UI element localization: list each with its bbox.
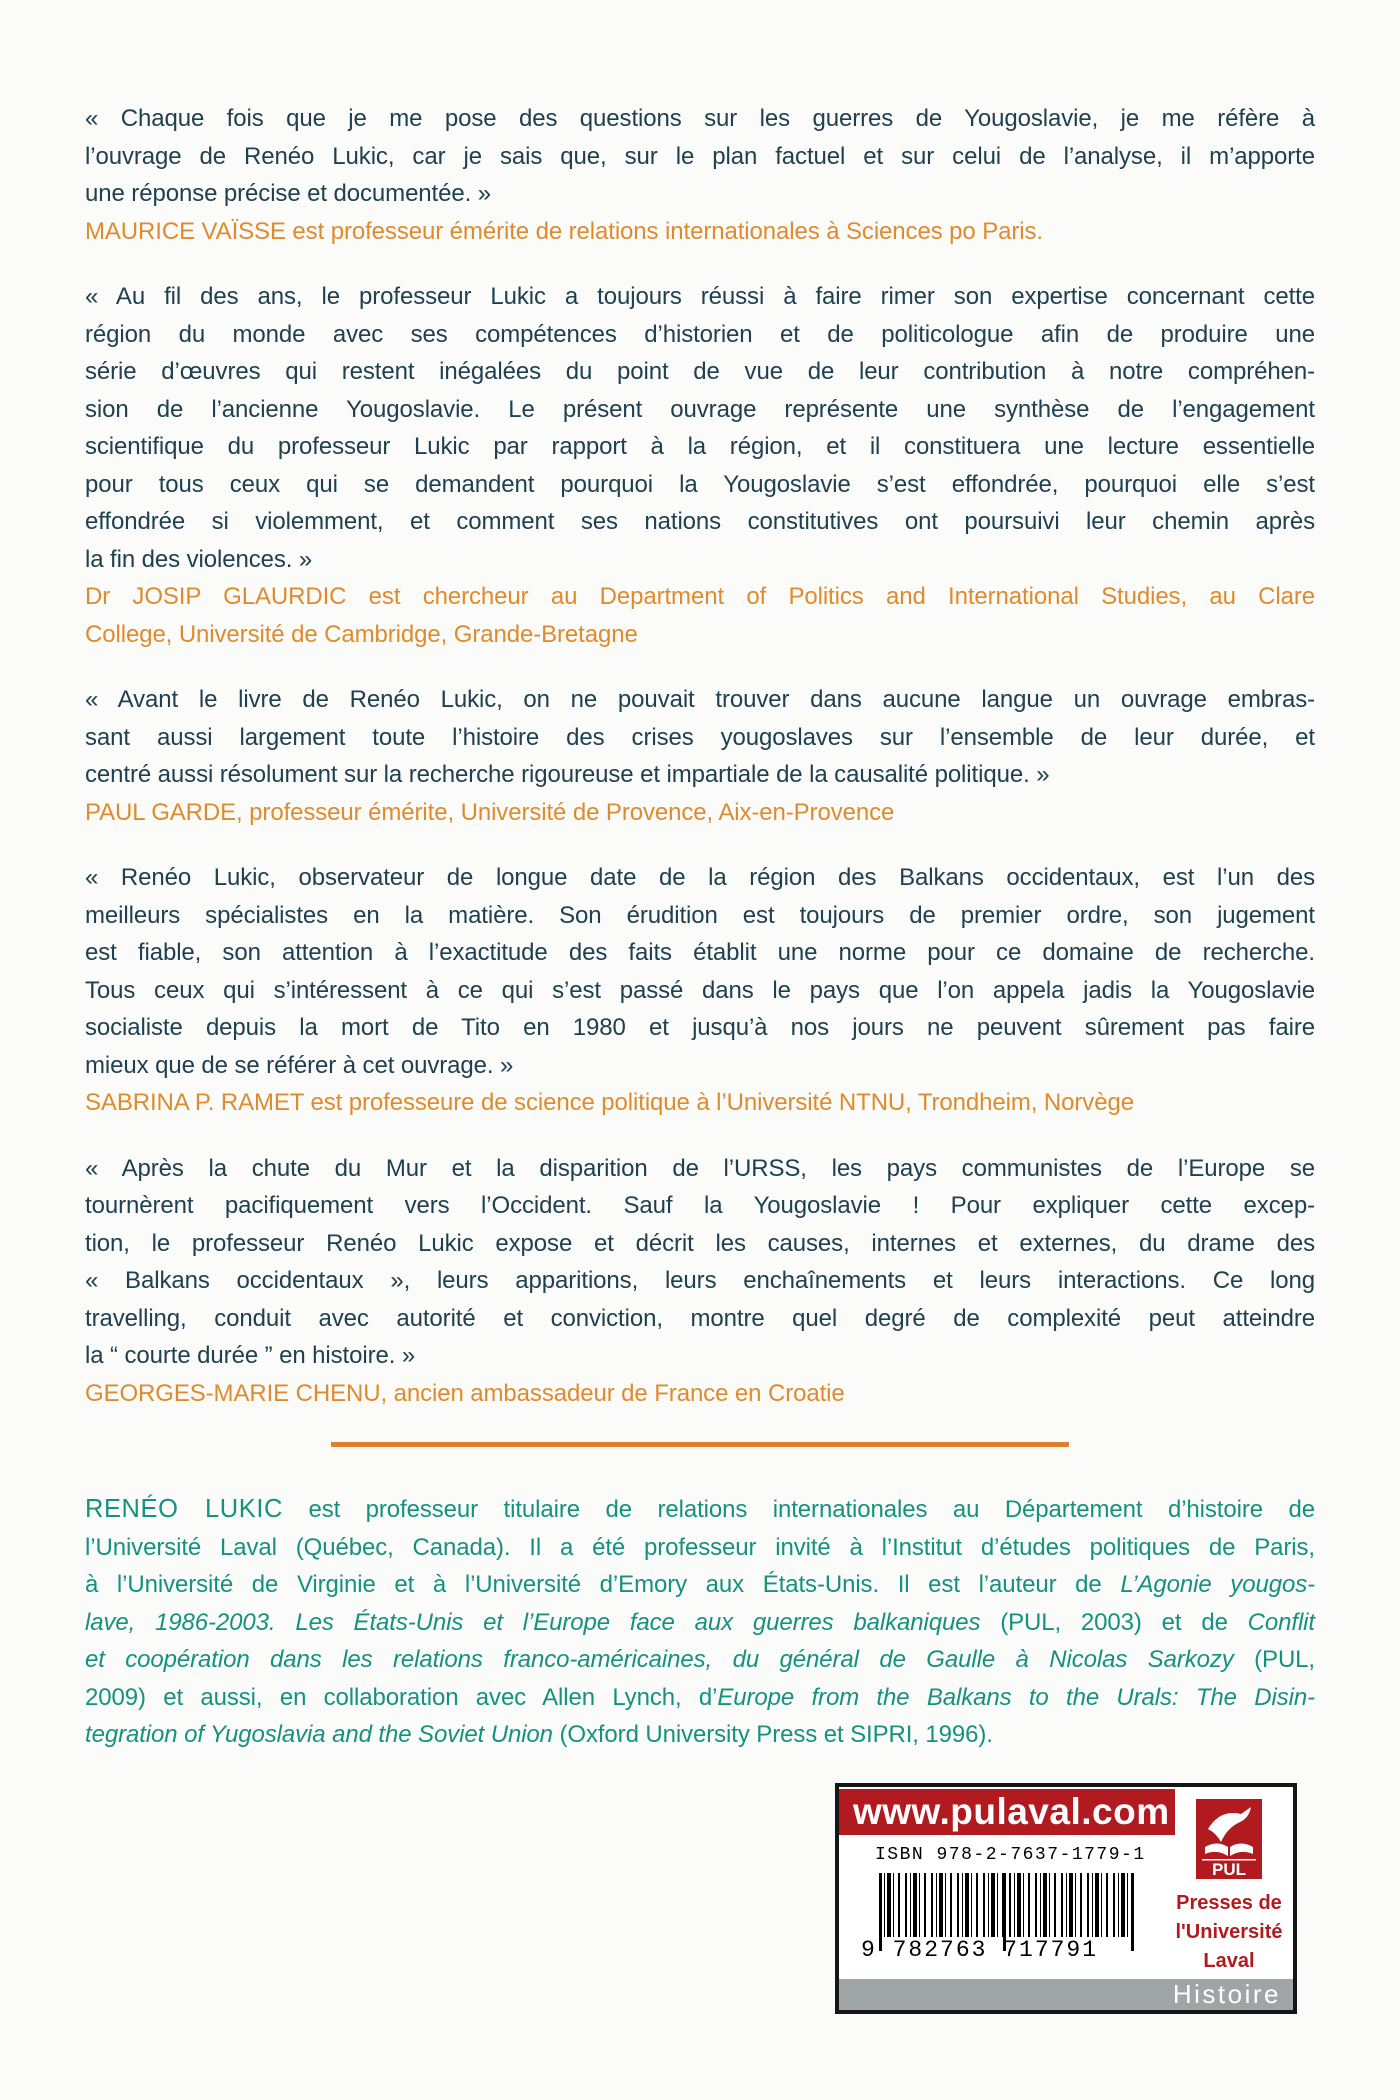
publisher-name-line: l'Université [1175, 1921, 1283, 1943]
book-title: Conflit [1247, 1608, 1315, 1636]
quote-block [85, 681, 1315, 831]
quote-line: Tous ceux qui s’intéressent à ce qui s’est passé dans le pays que l’on appela jadis la Yougoslavie [85, 976, 1315, 1004]
category-label: Histoire [1172, 1979, 1281, 2009]
isbn-label: ISBN 978-2-7637-1779-1 [875, 1845, 1146, 1865]
quote-block [85, 859, 1315, 1122]
pul-logo-icon [1196, 1799, 1262, 1879]
author-name: RENÉO LUKIC [85, 1495, 283, 1523]
quote-line: « Renéo Lukic, observateur de longue date de la région des Balkans occidentaux, est l’un des [85, 864, 1315, 891]
svg-text:PUL: PUL [1212, 1860, 1246, 1879]
quote-line: la “ courte durée ” en histoire. » [85, 1342, 416, 1369]
attribution-line: GEORGES-MARIE CHENU, ancien ambassadeur de France en Croatie [85, 1379, 845, 1407]
publisher-website-banner [839, 1789, 1175, 1835]
bio-text: 2009) et aussi, en collaboration avec Allen Lynch, d’ [85, 1683, 718, 1711]
attribution-line: SABRINA P. RAMET est professeure de science politique à l’Université NTNU, Trondheim, Norvège [85, 1089, 1134, 1116]
quote-block [85, 278, 1315, 653]
quote-line: tion, le professeur Renéo Lukic expose et décrit les causes, internes et externes, du drame des [85, 1229, 1315, 1257]
quote-line: centré aussi résolument sur la recherche rigoureuse et impartiale de la causalité politique. » [85, 761, 1050, 788]
bio-text: est professeur titulaire de relations internationales au Département d’histoire de [282, 1496, 1315, 1523]
barcode [879, 1873, 1135, 1937]
bio-text: l’Université Laval (Québec, Canada). Il a été professeur invité à l’Institut d’études politiques de Paris, [85, 1533, 1315, 1561]
quote-line: la fin des violences. » [85, 545, 313, 573]
quote-line: une réponse précise et documentée. » [85, 180, 492, 207]
attribution-line: Dr JOSIP GLAURDIC est chercheur au Department of Politics and International Studies, au Clare [85, 583, 1315, 610]
bio-line [85, 1529, 1315, 1567]
quote-block [85, 1150, 1315, 1413]
bio-text: (PUL, [1233, 1646, 1315, 1673]
book-title: tegration of Yugoslavia and the Soviet Union [85, 1721, 553, 1748]
barcode-digits: 9 782763 717791 [861, 1937, 1099, 1963]
book-title: lave, 1986-2003. Les États-Unis et l’Europe face aux guerres balkaniques [85, 1608, 981, 1636]
quote-line: région du monde avec ses compétences d’historien et de politicologue afin de produire une [85, 320, 1315, 348]
quote-line: meilleurs spécialistes en la matière. Son érudition est toujours de premier ordre, son jugement [85, 901, 1315, 929]
publisher-name-line: Presses de [1176, 1892, 1282, 1914]
bio-line [85, 1491, 1315, 1529]
quote-line: effondrée si violemment, et comment ses nations constitutives ont poursuivi leur chemin après [85, 508, 1315, 535]
quote-line: travelling, conduit avec autorité et conviction, montre quel degré de complexité peut atteindre [85, 1304, 1315, 1332]
quote-block [85, 100, 1315, 250]
quote-line: scientifique du professeur Lukic par rapport à la région, et il constituera une lecture essentielle [85, 433, 1315, 460]
bio-line [85, 1566, 1315, 1604]
publisher-box [835, 1783, 1297, 2014]
quote-line: l’ouvrage de Renéo Lukic, car je sais que, sur le plan factuel et sur celui de l’analyse, il m’apporte [85, 142, 1315, 170]
main-text-column [85, 100, 1315, 1754]
book-title: Europe from the Balkans to the Urals: The Disin- [717, 1683, 1315, 1711]
quote-line: tournèrent pacifiquement vers l’Occident. Sauf la Yougoslavie ! Pour expliquer cette excep- [85, 1192, 1315, 1219]
quote-line: « Avant le livre de Renéo Lukic, on ne pouvait trouver dans aucune langue un ouvrage embras- [85, 686, 1315, 713]
bio-line [85, 1716, 1315, 1754]
quote-line: « Chaque fois que je me pose des questions sur les guerres de Yougoslavie, je me réfère à [85, 105, 1315, 132]
publisher-name-line: Laval [1203, 1950, 1255, 1972]
quote-line: pour tous ceux qui se demandent pourquoi la Yougoslavie s’est effondrée, pourquoi elle s’est [85, 470, 1315, 498]
quote-line: mieux que de se référer à cet ouvrage. » [85, 1051, 514, 1079]
bio-text: à l’Université de Virginie et à l’Université d’Emory aux États-Unis. Il est l’auteur de [85, 1571, 1121, 1598]
quote-line: « Après la chute du Mur et la disparition de l’URSS, les pays communistes de l’Europe se [85, 1154, 1315, 1182]
publisher-name [1157, 1889, 1301, 1976]
book-title: L’Agonie yougos- [1120, 1571, 1315, 1598]
quote-attribution [85, 213, 1315, 251]
attribution-line: MAURICE VAÏSSE est professeur émérite de relations internationales à Sciences po Paris. [85, 217, 1043, 245]
quote-line: sant aussi largement toute l’histoire des crises yougoslaves sur l’ensemble de leur durée, et [85, 723, 1315, 751]
quote-line: série d’œuvres qui restent inégalées du point de vue de leur contribution à notre compréhen- [85, 358, 1315, 385]
bio-text: (Oxford University Press et SIPRI, 1996). [552, 1721, 993, 1748]
category-band [839, 1979, 1293, 2010]
quote-attribution [85, 578, 1315, 653]
bio-line [85, 1641, 1315, 1679]
bio-line [85, 1679, 1315, 1717]
bio-line [85, 1604, 1315, 1642]
attribution-line: College, Université de Cambridge, Grande-Bretagne [85, 620, 638, 648]
quote-line: « Balkans occidentaux », leurs apparitions, leurs enchaînements et leurs interactions. Ce long [85, 1267, 1315, 1294]
quote-line: sion de l’ancienne Yougoslavie. Le présent ouvrage représente une synthèse de l’engagement [85, 395, 1315, 423]
quote-line: est fiable, son attention à l’exactitude des faits établit une norme pour ce domaine de recherche. [85, 939, 1315, 966]
attribution-line: PAUL GARDE, professeur émérite, Université de Provence, Aix-en-Provence [85, 798, 895, 826]
quote-attribution [85, 794, 1315, 832]
section-divider [331, 1442, 1069, 1447]
quote-line: « Au fil des ans, le professeur Lukic a toujours réussi à faire rimer son expertise concernant cette [85, 283, 1315, 310]
quote-attribution [85, 1375, 1315, 1413]
book-title: et coopération dans les relations franco-américaines, du général de Gaulle à Nicolas Sarkozy [85, 1646, 1234, 1673]
quote-attribution [85, 1084, 1315, 1122]
endorsement-quotes [85, 100, 1315, 1412]
publisher-website: www.pulaval.com [853, 1791, 1170, 1832]
bio-text: (PUL, 2003) et de [980, 1608, 1248, 1636]
author-bio [85, 1491, 1315, 1754]
quote-line: socialiste depuis la mort de Tito en 1980 et jusqu’à nos jours ne peuvent sûrement pas faire [85, 1014, 1315, 1041]
